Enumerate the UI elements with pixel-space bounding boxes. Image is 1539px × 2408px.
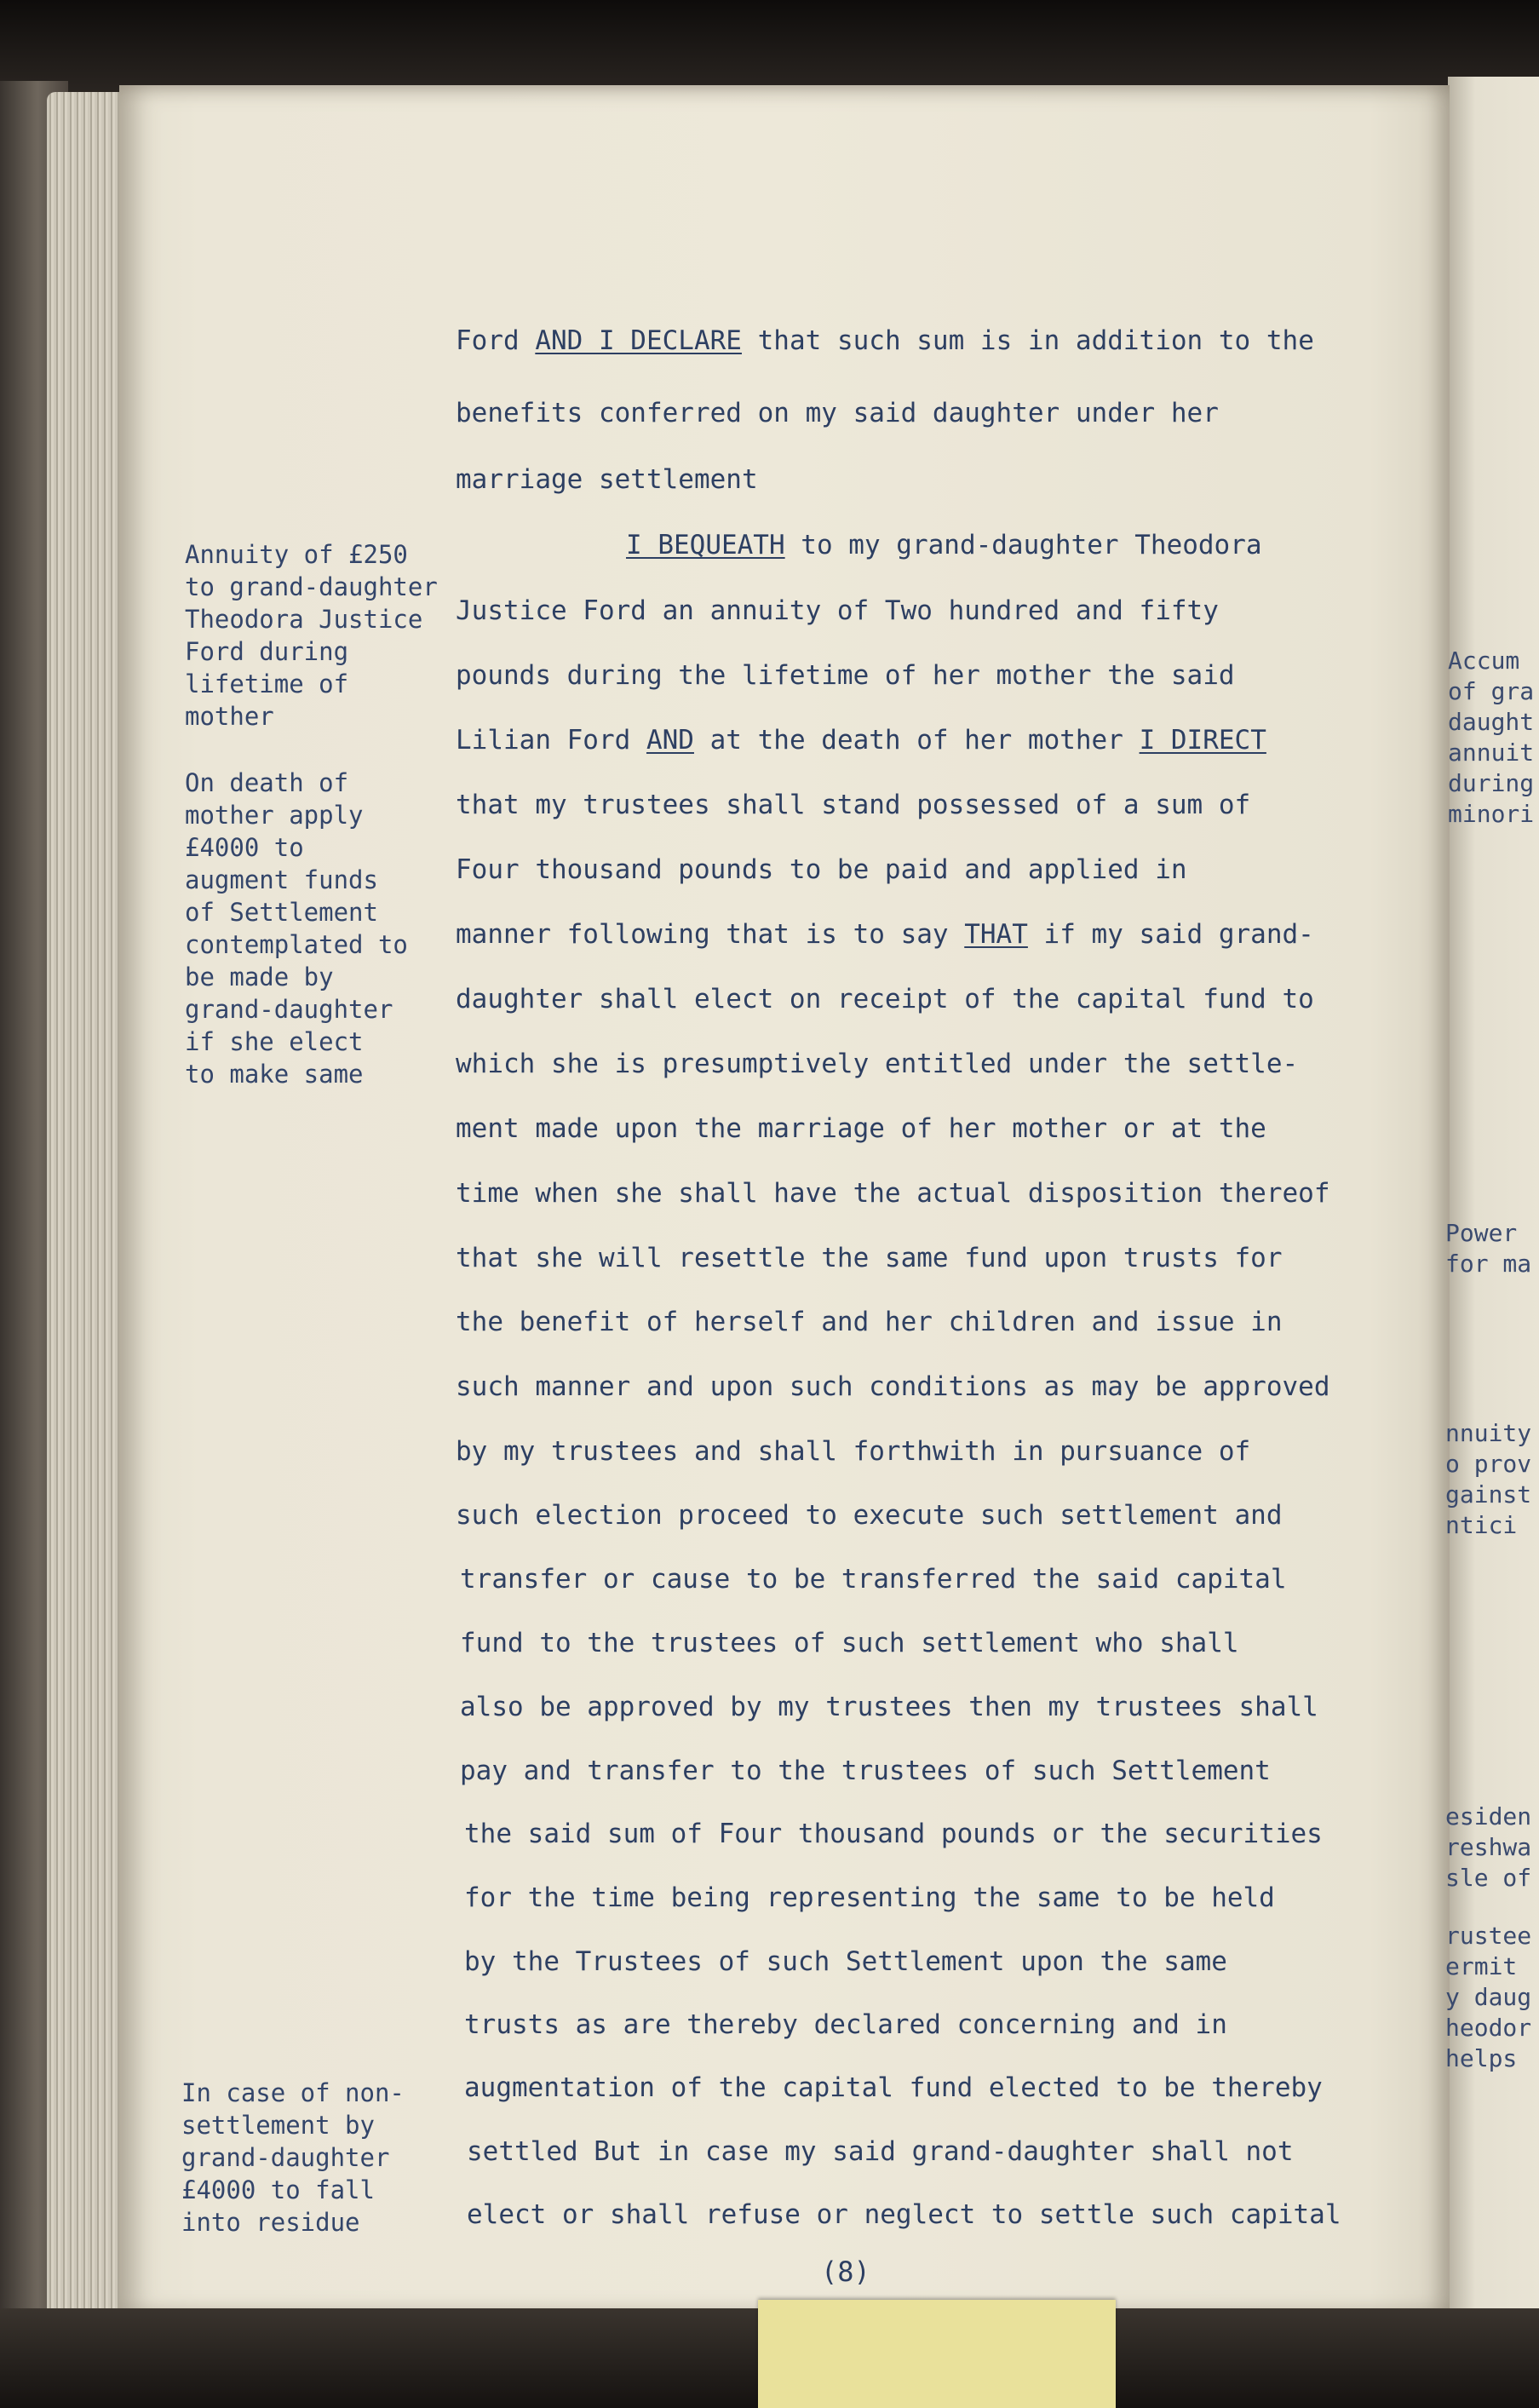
text-run: the said sum of Four thousand pounds or the securities (464, 1819, 1323, 1849)
facing-page-margin-fragment (1448, 646, 1539, 830)
facing-page-fragment-line: ermit (1445, 1952, 1518, 1980)
margin-note-line: augment funds (185, 865, 378, 894)
text-run: that such sum is in addition to the (741, 325, 1314, 356)
margin-note-line: grand-daughter (185, 995, 393, 1024)
margin-note-line: mother (185, 702, 274, 731)
body-text-line (456, 1047, 1298, 1081)
body-text-line (456, 917, 1314, 951)
margin-note (181, 2077, 471, 2238)
margin-note-line: grand-daughter (181, 2143, 390, 2172)
facing-page-fragment-line: minori (1448, 800, 1535, 828)
text-run: manner following that is to say (456, 919, 965, 950)
body-text-line (464, 2008, 1227, 2042)
margin-note-line: Theodora Justice (185, 605, 423, 634)
body-text-line (456, 324, 1314, 358)
margin-note-line: £4000 to (185, 833, 304, 862)
margin-note-line: be made by (185, 963, 334, 991)
text-run: also be approved by my trustees then my trustees shall (460, 1692, 1318, 1722)
text-run: Lilian Ford (456, 725, 646, 756)
facing-page-fragment-line: reshwa (1445, 1833, 1532, 1861)
facing-page-margin-fragment (1445, 1802, 1536, 1894)
text-run: Ford (456, 325, 536, 356)
facing-page-fragment-line: for ma (1445, 1250, 1532, 1278)
margin-note-line: Ford during (185, 637, 349, 666)
facing-page-fragment-line: during (1448, 769, 1535, 797)
text-run: if my said grand- (1027, 919, 1314, 950)
body-text-line (460, 1562, 1287, 1596)
body-text-line (460, 1754, 1271, 1788)
facing-page-fragment-line: gainst (1445, 1480, 1532, 1509)
body-text-line (456, 396, 1219, 430)
facing-page-fragment-line: rustee (1445, 1922, 1532, 1950)
margin-note-line: lifetime of (185, 670, 349, 698)
text-run: by the Trustees of such Settlement upon the same (464, 1946, 1227, 1977)
body-text-line (464, 2071, 1323, 2105)
body-text-line (456, 1176, 1330, 1210)
facing-page-fragment-line: nnuity (1445, 1419, 1532, 1447)
margin-note-line: to make same (185, 1060, 364, 1089)
body-text-line (460, 1690, 1318, 1724)
text-run: for the time being representing the same to be held (464, 1882, 1275, 1913)
facing-page-fragment-line: daught (1448, 708, 1535, 736)
text-run: pounds during the lifetime of her mother the said (456, 660, 1235, 691)
margin-note-line: settlement by (181, 2111, 375, 2140)
facing-page-fragment-line: o prov (1445, 1450, 1532, 1478)
text-run: by my trustees and shall forthwith in pursuance of (456, 1436, 1251, 1467)
body-text-line (464, 1881, 1275, 1915)
yellow-paper-slip (758, 2300, 1116, 2408)
text-run: transfer or cause to be transferred the said capital (460, 1564, 1287, 1595)
text-run: ment made upon the marriage of her mother or at the (456, 1113, 1266, 1144)
text-run: such election proceed to execute such settlement and (456, 1500, 1283, 1531)
body-text-line (456, 982, 1314, 1016)
body-text-line (467, 2198, 1341, 2232)
margin-note-line: In case of non- (181, 2078, 405, 2107)
margin-note-line: £4000 to fall (181, 2175, 375, 2204)
margin-note-line: contemplated to (185, 930, 408, 959)
text-run: that she will resettle the same fund upon trusts for (456, 1243, 1283, 1273)
text-run: which she is presumptively entitled under the settle- (456, 1049, 1299, 1079)
margin-note-line: of Settlement (185, 898, 378, 927)
body-text-line (464, 1945, 1227, 1979)
text-run: fund to the trustees of such settlement who shall (460, 1628, 1239, 1658)
page-number: (8) (821, 2256, 870, 2288)
underlined-phrase: THAT (964, 919, 1028, 950)
text-run: time when she shall have the actual disposition thereof (456, 1178, 1330, 1209)
body-text-line (456, 1370, 1330, 1404)
text-run: benefits conferred on my said daughter under her (456, 398, 1219, 428)
facing-page-fragment-line: esiden (1445, 1802, 1532, 1830)
body-text-line (456, 788, 1250, 822)
text-run: pay and transfer to the trustees of such Settlement (460, 1756, 1271, 1786)
text-run: to my grand-daughter Theodora (784, 530, 1262, 560)
text-run: the benefit of herself and her children and issue in (456, 1307, 1283, 1337)
margin-note-line: if she elect (185, 1027, 364, 1056)
text-run: Four thousand pounds to be paid and applied in (456, 854, 1187, 885)
text-run: trusts as are thereby declared concerning and in (464, 2009, 1227, 2040)
underlined-phrase: AND I DECLARE (535, 325, 742, 356)
text-run: that my trustees shall stand possessed of a sum of (456, 790, 1251, 820)
text-run: at the death of her mother (693, 725, 1140, 756)
margin-note-line: Annuity of £250 (185, 540, 408, 569)
body-text-line (460, 1626, 1239, 1660)
body-text-line (456, 1112, 1266, 1146)
underlined-phrase: I DIRECT (1139, 725, 1266, 756)
book-cover-top (0, 0, 1539, 94)
text-run: Justice Ford an annuity of Two hundred and fifty (456, 595, 1219, 626)
facing-page-fragment-line: y daug (1445, 1983, 1532, 2011)
facing-page-fragment-line: sle of (1445, 1864, 1532, 1892)
body-text-line (456, 594, 1219, 628)
body-text-line (456, 723, 1266, 757)
text-run: marriage settlement (456, 464, 758, 495)
facing-page-fragment-line: annuit (1448, 738, 1535, 767)
margin-note (185, 767, 474, 1090)
body-text-line (456, 1305, 1283, 1339)
text-run: elect or shall refuse or neglect to settle such capital (467, 2199, 1341, 2230)
body-text-line (464, 1817, 1323, 1851)
body-text-line (456, 1498, 1283, 1532)
facing-page-margin-fragment (1445, 1418, 1536, 1541)
facing-page-fragment-line: helps (1445, 2044, 1518, 2072)
body-text-line (456, 658, 1235, 693)
body-text-line (456, 853, 1187, 887)
text-run: settled But in case my said grand-daughter shall not (467, 2136, 1294, 2167)
facing-page-margin-fragment (1445, 1218, 1536, 1279)
body-text-line (456, 1434, 1250, 1468)
text-run: daughter shall elect on receipt of the capital fund to (456, 984, 1314, 1014)
facing-page-fragment-line: Power (1445, 1219, 1518, 1247)
underlined-phrase: I BEQUEATH (626, 530, 785, 560)
body-text-line (626, 528, 1262, 562)
body-text-line (467, 2135, 1294, 2169)
margin-note-line: mother apply (185, 801, 364, 830)
facing-page-fragment-line: heodor (1445, 2014, 1532, 2042)
underlined-phrase: AND (646, 725, 694, 756)
body-text-line (456, 1241, 1283, 1275)
facing-page-fragment-line: of gra (1448, 677, 1535, 705)
facing-page-fragment-line: ntici (1445, 1511, 1518, 1539)
margin-note-line: to grand-daughter (185, 572, 438, 601)
facing-page-margin-fragment (1445, 1921, 1536, 2074)
margin-note (185, 538, 474, 733)
text-run: augmentation of the capital fund elected to be thereby (464, 2072, 1323, 2103)
facing-page-fragment-line: Accum (1448, 647, 1520, 675)
margin-note-line: into residue (181, 2208, 360, 2237)
body-text-line (456, 463, 758, 497)
margin-note-line: On death of (185, 768, 349, 797)
text-run: such manner and upon such conditions as may be approved (456, 1371, 1330, 1402)
